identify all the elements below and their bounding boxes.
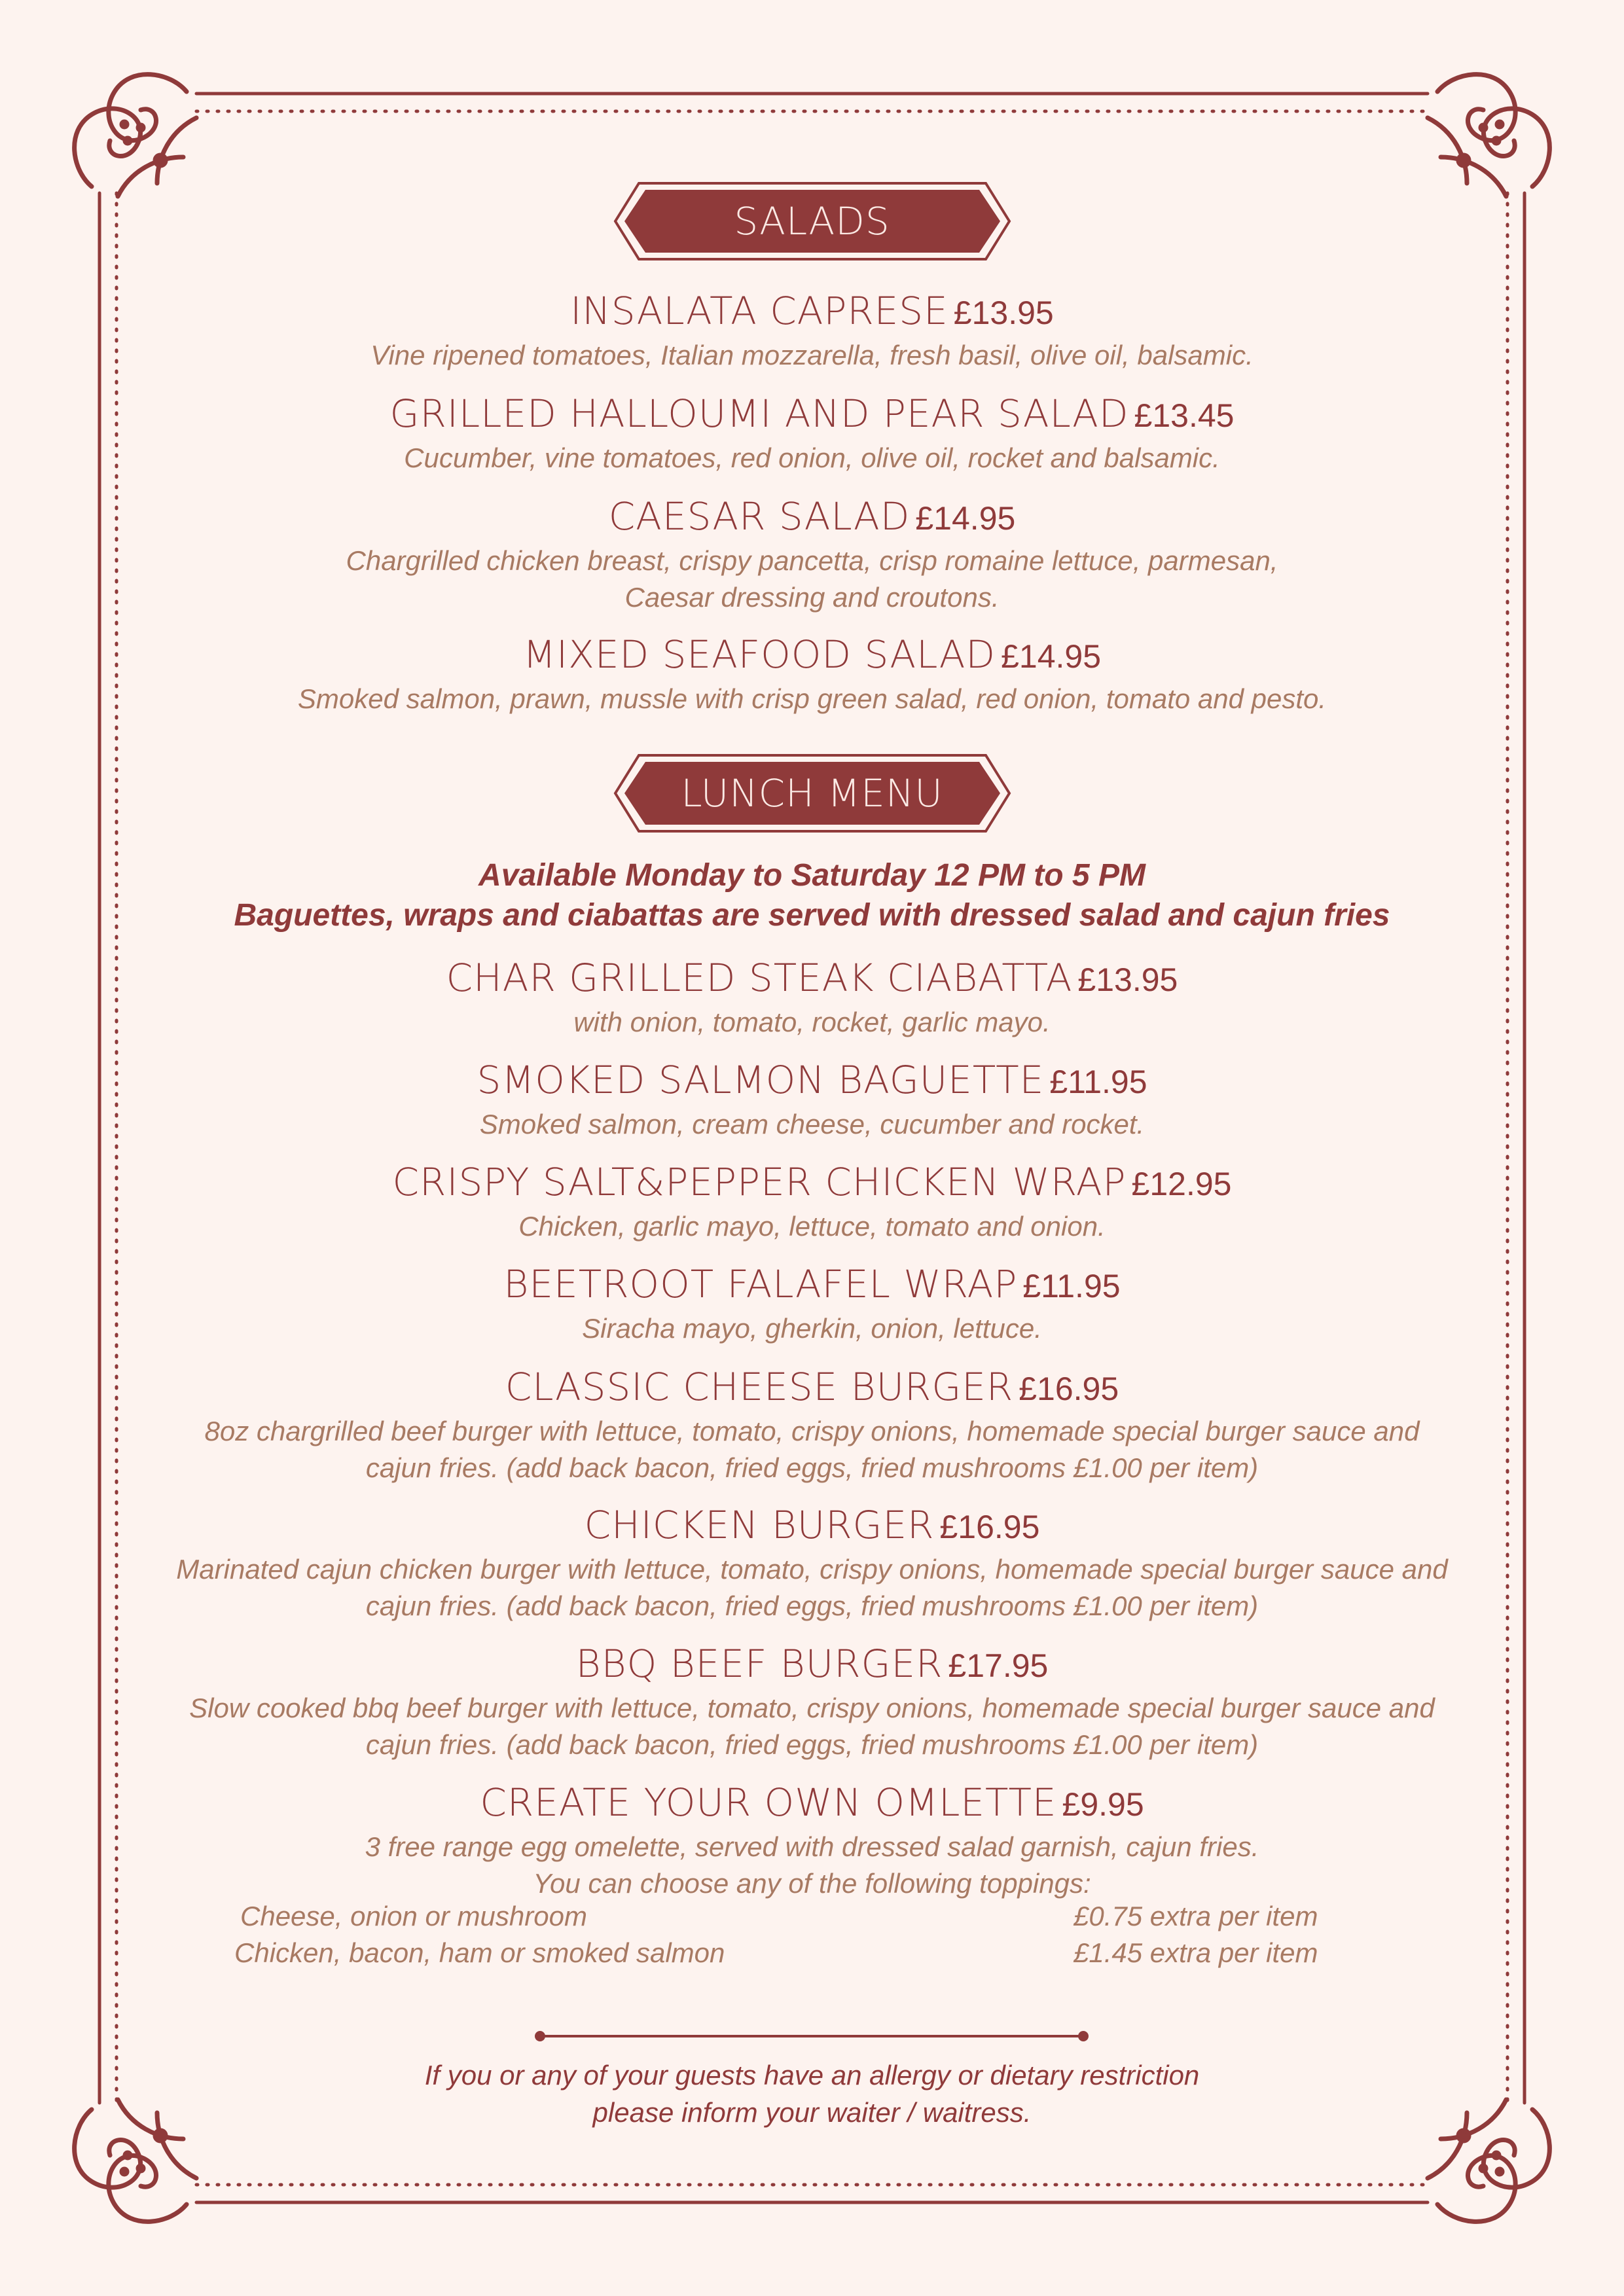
item-description: cajun fries. (add back bacon, fried eggs, fried mushrooms £1.00 per item) [365, 1729, 1259, 1760]
item-description: Vine ripened tomatoes, Italian mozzarella, fresh basil, olive oil, balsamic. [370, 340, 1254, 370]
item-description: 3 free range egg omelette, served with dressed salad garnish, cajun fries. [365, 1831, 1259, 1862]
menu-item [131, 1158, 1493, 1245]
item-price: £13.95 [953, 295, 1054, 331]
item-description: Chargrilled chicken breast, crispy pancetta, crisp romaine lettuce, parmesan, [346, 545, 1278, 576]
corner-ornament-icon [75, 75, 196, 196]
item-description: cajun fries. (add back bacon, fried eggs, fried mushrooms £1.00 per item) [365, 1452, 1259, 1483]
item-description: Caesar dressing and croutons. [624, 582, 1000, 613]
item-price: £17.95 [948, 1647, 1049, 1684]
item-price: £14.95 [915, 500, 1016, 537]
item-price: £13.45 [1134, 397, 1235, 434]
menu-item [131, 630, 1493, 717]
item-description: Marinated cajun chicken burger with lettuce, tomato, crispy onions, homemade special burger sauce and [176, 1554, 1448, 1585]
item-price: £16.95 [939, 1509, 1040, 1545]
lunch-title: LUNCH MENU [681, 771, 943, 816]
item-description: Chicken, garlic mayo, lettuce, tomato and onion. [518, 1211, 1106, 1242]
lunch-banner [613, 753, 1012, 834]
item-name: CRISPY SALT&PEPPER CHICKEN WRAP [392, 1160, 1127, 1204]
item-name: CREATE YOUR OWN OMLETTE [480, 1780, 1057, 1825]
allergy-note-line: please inform your waiter / waitress. [592, 2097, 1032, 2128]
divider [533, 2030, 1090, 2043]
item-name: CAESAR SALAD [608, 494, 911, 539]
item-name: CHAR GRILLED STEAK CIABATTA [446, 956, 1073, 1000]
topping-label: Cheese, onion or mushroom [240, 1901, 587, 1931]
item-description: Smoked salmon, cream cheese, cucumber and rocket. [479, 1109, 1145, 1139]
salads-banner [613, 181, 1012, 262]
item-price: £16.95 [1019, 1371, 1119, 1407]
menu-item [131, 1363, 1493, 1486]
item-name: BBQ BEEF BURGER [575, 1641, 943, 1686]
item-price: £13.95 [1077, 961, 1178, 998]
item-price: £11.95 [1049, 1064, 1147, 1100]
salads-title: SALADS [734, 199, 890, 243]
allergy-note-line: If you or any of your guests have an allergy or dietary restriction [424, 2060, 1200, 2090]
item-description: Siracha mayo, gherkin, onion, lettuce. [582, 1313, 1042, 1344]
item-name: GRILLED HALLOUMI AND PEAR SALAD [389, 391, 1129, 436]
menu-item [131, 389, 1493, 476]
topping-price: £1.45 extra per item [1074, 1937, 1318, 1968]
topping-label: Chicken, bacon, ham or smoked salmon [234, 1937, 725, 1968]
item-name: INSALATA CAPRESE [570, 289, 948, 333]
item-name: CLASSIC CHEESE BURGER [505, 1365, 1014, 1409]
item-description: Smoked salmon, prawn, mussle with crisp green salad, red onion, tomato and pesto. [297, 683, 1327, 714]
menu-item [131, 492, 1493, 616]
item-name: MIXED SEAFOOD SALAD [522, 632, 996, 677]
menu-item [131, 1501, 1493, 1624]
item-price: £11.95 [1022, 1268, 1121, 1304]
menu-item [131, 1260, 1493, 1347]
item-description: Cucumber, vine tomatoes, red onion, olive oil, rocket and balsamic. [404, 442, 1220, 473]
item-description: You can choose any of the following toppings: [533, 1868, 1091, 1899]
menu-item [131, 1640, 1493, 1763]
menu-item [131, 954, 1493, 1041]
item-name: CHICKEN BURGER [584, 1503, 935, 1547]
item-name: SMOKED SALMON BAGUETTE [477, 1058, 1045, 1102]
item-price: £9.95 [1062, 1786, 1144, 1823]
item-description: with onion, tomato, rocket, garlic mayo. [573, 1007, 1051, 1037]
serving-note: Baguettes, wraps and ciabattas are served with dressed salad and cajun fries [234, 898, 1390, 933]
menu-item [131, 1056, 1493, 1143]
menu-item [131, 1778, 1493, 1902]
item-name: BEETROOT FALAFEL WRAP [503, 1262, 1018, 1306]
item-description: cajun fries. (add back bacon, fried eggs, fried mushrooms £1.00 per item) [365, 1590, 1259, 1621]
availability-note: Available Monday to Saturday 12 PM to 5 PM [478, 858, 1146, 893]
item-price: £12.95 [1131, 1166, 1232, 1202]
item-description: Slow cooked bbq beef burger with lettuce, tomato, crispy onions, homemade special burger sauce and [189, 1693, 1435, 1723]
item-price: £14.95 [1001, 638, 1102, 675]
menu-item [131, 287, 1493, 374]
item-description: 8oz chargrilled beef burger with lettuce, tomato, crispy onions, homemade special burger sauce and [204, 1416, 1420, 1446]
topping-price: £0.75 extra per item [1074, 1901, 1318, 1931]
